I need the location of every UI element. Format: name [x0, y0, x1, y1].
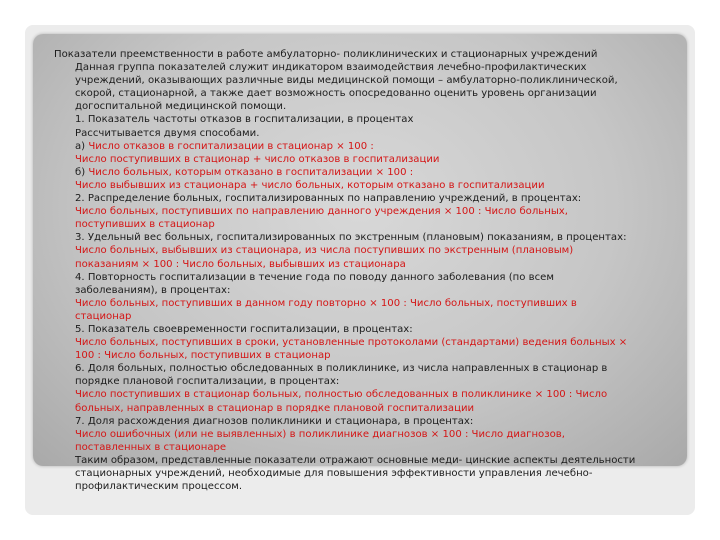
- text-line: [54, 310, 676, 323]
- line-prefix: а): [75, 140, 89, 152]
- formula-text: больных, направленных в стационар в порядке плановой госпитализации: [75, 402, 475, 414]
- body-text: догоспитальной медицинской помощи.: [75, 101, 287, 113]
- formula-text: стационар: [75, 310, 132, 322]
- formula-text: Число больных, поступивших по направлению данного учреждения × 100 : Число больных,: [75, 206, 568, 218]
- text-line: [54, 297, 676, 310]
- formula-text: Число больных, которым отказано в госпитализации × 100 :: [88, 166, 414, 178]
- formula-text: Число поступивших в стационар больных, полностью обследованных в поликлинике × 100 : Число: [75, 389, 608, 401]
- text-line: [54, 127, 676, 140]
- text-line: [54, 362, 676, 375]
- text-line: [54, 100, 676, 113]
- body-text: 7. Доля расхождения диагнозов поликлиники и стационара, в процентах:: [75, 415, 474, 427]
- formula-text: Число выбывших из стационара + число больных, которым отказано в госпитализации: [75, 179, 545, 191]
- body-text: 6. Доля больных, полностью обследованных в поликлинике, из числа направленных в стационар в: [75, 363, 608, 375]
- text-line: [54, 388, 676, 401]
- text-line: [54, 192, 676, 205]
- text-line: [54, 74, 676, 87]
- body-text: учреждений, оказывающих различные виды медицинской помощи – амбулаторно-поликлинической,: [75, 75, 618, 87]
- formula-text: поступивших в стационар: [75, 219, 215, 231]
- text-line: [54, 323, 676, 336]
- body-text: скорой, стационарной, а также дает возможность опосредованно оценить уровень организации: [75, 88, 597, 100]
- body-text: стационарных учреждений, необходимые для повышения эффективности управления лечебно-: [75, 468, 593, 479]
- body-text: Таким образом, представленные показатели отражают основные меди- цинские аспекты деятельности: [75, 454, 636, 466]
- formula-text: Число больных, поступивших в сроки, установленные протоколами (стандартами) ведения больных ×: [75, 337, 628, 349]
- formula-text: Число больных, поступивших в данном году повторно × 100 : Число больных, поступивших в: [75, 297, 577, 309]
- text-line: [54, 441, 676, 454]
- text-line: [54, 467, 676, 480]
- text-line: [54, 336, 676, 349]
- text-line: [54, 271, 676, 284]
- text-line: [54, 428, 676, 441]
- text-line: [54, 113, 676, 126]
- formula-text: Число отказов в госпитализации в стационар × 100 :: [88, 140, 374, 152]
- text-line: [54, 140, 676, 153]
- body-text: профилактическим процессом.: [75, 481, 243, 493]
- text-line: [54, 415, 676, 428]
- text-line: [54, 205, 676, 218]
- text-line: [54, 166, 676, 179]
- body-text: Рассчитывается двумя способами.: [75, 127, 260, 139]
- formula-text: показаниям × 100 : Число больных, выбывших из стационара: [75, 258, 406, 270]
- body-text: Данная группа показателей служит индикатором взаимодействия лечебно-профилактических: [75, 62, 587, 74]
- slide-title: Показатели преемственности в работе амбулаторно- поликлинических и стационарных учреждений: [54, 49, 598, 60]
- text-line: [54, 349, 676, 362]
- text-line: [54, 218, 676, 231]
- body-text: 1. Показатель частоты отказов в госпитализации, в процентах: [75, 114, 414, 126]
- text-line: [54, 179, 676, 192]
- text-line: [54, 258, 676, 271]
- text-line: [54, 480, 676, 493]
- formula-text: Число больных, выбывших из стационара, из числа поступивших по экстренным (плановым): [75, 245, 574, 257]
- text-line: [54, 454, 676, 467]
- body-text: 3. Удельный вес больных, госпитализированных по экстренным (плановым) показаниям, в процентах:: [75, 232, 627, 244]
- body-text: 4. Повторность госпитализации в течение года по поводу данного заболевания (по всем: [75, 271, 554, 283]
- formula-text: поставленных в стационаре: [75, 441, 227, 453]
- line-prefix: б): [75, 166, 89, 178]
- body-text: 5. Показатель своевременности госпитализации, в процентах:: [75, 323, 413, 335]
- slide-text: [54, 48, 676, 493]
- text-line: [54, 153, 676, 166]
- text-line: [54, 244, 676, 257]
- formula-text: 100 : Число больных, поступивших в стационар: [75, 350, 331, 362]
- body-text: порядке плановой госпитализации, в процентах:: [75, 376, 340, 388]
- text-line: [54, 284, 676, 297]
- body-text: 2. Распределение больных, госпитализированных по направлению учреждений, в процентах:: [75, 193, 582, 205]
- formula-text: Число ошибочных (или не выявленных) в поликлинике диагнозов × 100 : Число диагнозов,: [75, 428, 565, 440]
- text-line: [54, 231, 676, 244]
- text-line: [54, 375, 676, 388]
- text-line: [54, 87, 676, 100]
- body-text: заболеваниям), в процентах:: [75, 284, 231, 296]
- slide-lines: [54, 61, 676, 493]
- text-line: [54, 402, 676, 415]
- formula-text: Число поступивших в стационар + число отказов в госпитализации: [75, 153, 440, 165]
- text-line: [54, 61, 676, 74]
